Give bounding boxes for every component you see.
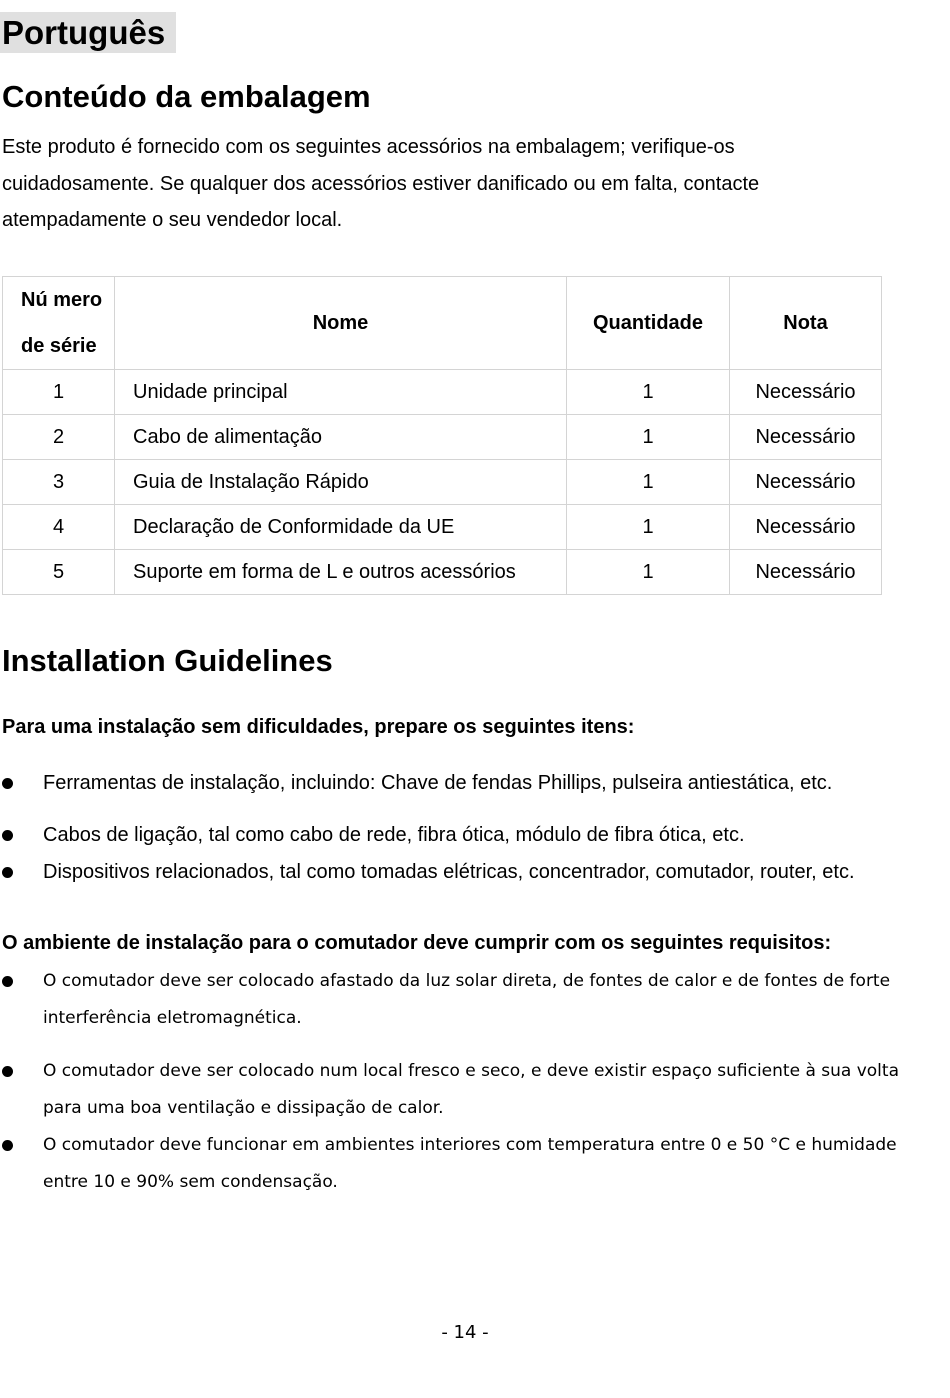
package-intro: Este produto é fornecido com os seguintes acessórios na embalagem; verifique-os cuidadosamente. Se qualquer dos acessórios estiver danificado ou em falta, contacte atempadamente o seu vendedor local. — [2, 136, 760, 231]
list-item — [0, 1127, 910, 1201]
cell-note: Necessário — [730, 505, 882, 550]
list-item-text: O comutador deve funcionar em ambientes interiores com temperatura entre 0 e 50 °C e humidade entre 10 e 90% sem condensação. — [43, 1135, 897, 1192]
list-item-text: O comutador deve ser colocado afastado da luz solar direta, de fontes de calor e de fontes de forte interferência eletromagnética. — [43, 971, 891, 1028]
list-item-text: Dispositivos relacionados, tal como tomadas elétricas, concentrador, comutador, router, etc. — [43, 861, 855, 883]
cell-quantity: 1 — [567, 460, 730, 505]
list-item — [0, 821, 910, 858]
bullet-icon — [2, 830, 13, 841]
cell-note: Necessário — [730, 415, 882, 460]
table-header-row — [3, 277, 882, 370]
table-row — [3, 370, 882, 415]
list-item-text: O comutador deve ser colocado num local fresco e seco, e deve existir espaço suficiente à sua volta para uma boa ventilação e dissipação de calor. — [43, 1061, 899, 1118]
installation-heading: Installation Guidelines — [2, 643, 333, 678]
bullet-icon — [2, 976, 13, 987]
package-contents-table — [2, 276, 882, 595]
cell-serial: 4 — [3, 505, 115, 550]
package-heading: Conteúdo da embalagem — [2, 79, 371, 114]
serial-header-line2: de série — [21, 335, 97, 357]
column-header-quantity: Quantidade — [567, 277, 730, 370]
list-item — [0, 963, 910, 1037]
preparation-list — [0, 769, 910, 895]
cell-note: Necessário — [730, 460, 882, 505]
list-item — [0, 769, 910, 821]
bullet-icon — [2, 1066, 13, 1077]
cell-name: Cabo de alimentação — [115, 415, 567, 460]
cell-quantity: 1 — [567, 505, 730, 550]
bullet-icon — [2, 1140, 13, 1151]
cell-note: Necessário — [730, 370, 882, 415]
cell-quantity: 1 — [567, 370, 730, 415]
table-row — [3, 460, 882, 505]
bullet-icon — [2, 867, 13, 878]
language-title: Português — [0, 12, 176, 53]
cell-quantity: 1 — [567, 550, 730, 595]
list-item — [0, 858, 910, 895]
table-row — [3, 415, 882, 460]
column-header-name: Nome — [115, 277, 567, 370]
cell-note: Necessário — [730, 550, 882, 595]
table-row — [3, 550, 882, 595]
serial-header-line1: Nú mero — [21, 289, 103, 311]
requirements-title: O ambiente de instalação para o comutador deve cumprir com os seguintes requisitos: — [2, 932, 832, 954]
list-item-text: Cabos de ligação, tal como cabo de rede, fibra ótica, módulo de fibra ótica, etc. — [43, 824, 745, 846]
cell-name: Unidade principal — [115, 370, 567, 415]
list-item — [0, 1053, 910, 1127]
cell-name: Guia de Instalação Rápido — [115, 460, 567, 505]
cell-serial: 3 — [3, 460, 115, 505]
installation-lead: Para uma instalação sem dificuldades, prepare os seguintes itens: — [2, 716, 635, 738]
cell-serial: 1 — [3, 370, 115, 415]
cell-name: Suporte em forma de L e outros acessórios — [115, 550, 567, 595]
requirements-list — [0, 963, 910, 1201]
cell-name: Declaração de Conformidade da UE — [115, 505, 567, 550]
table-row — [3, 505, 882, 550]
bullet-icon — [2, 778, 13, 789]
cell-quantity: 1 — [567, 415, 730, 460]
page-number: - 14 - — [441, 1322, 489, 1343]
column-header-note: Nota — [730, 277, 882, 370]
cell-serial: 5 — [3, 550, 115, 595]
list-item-text: Ferramentas de instalação, incluindo: Chave de fendas Phillips, pulseira antiestática, etc. — [43, 772, 833, 794]
column-header-serial — [3, 277, 115, 370]
cell-serial: 2 — [3, 415, 115, 460]
